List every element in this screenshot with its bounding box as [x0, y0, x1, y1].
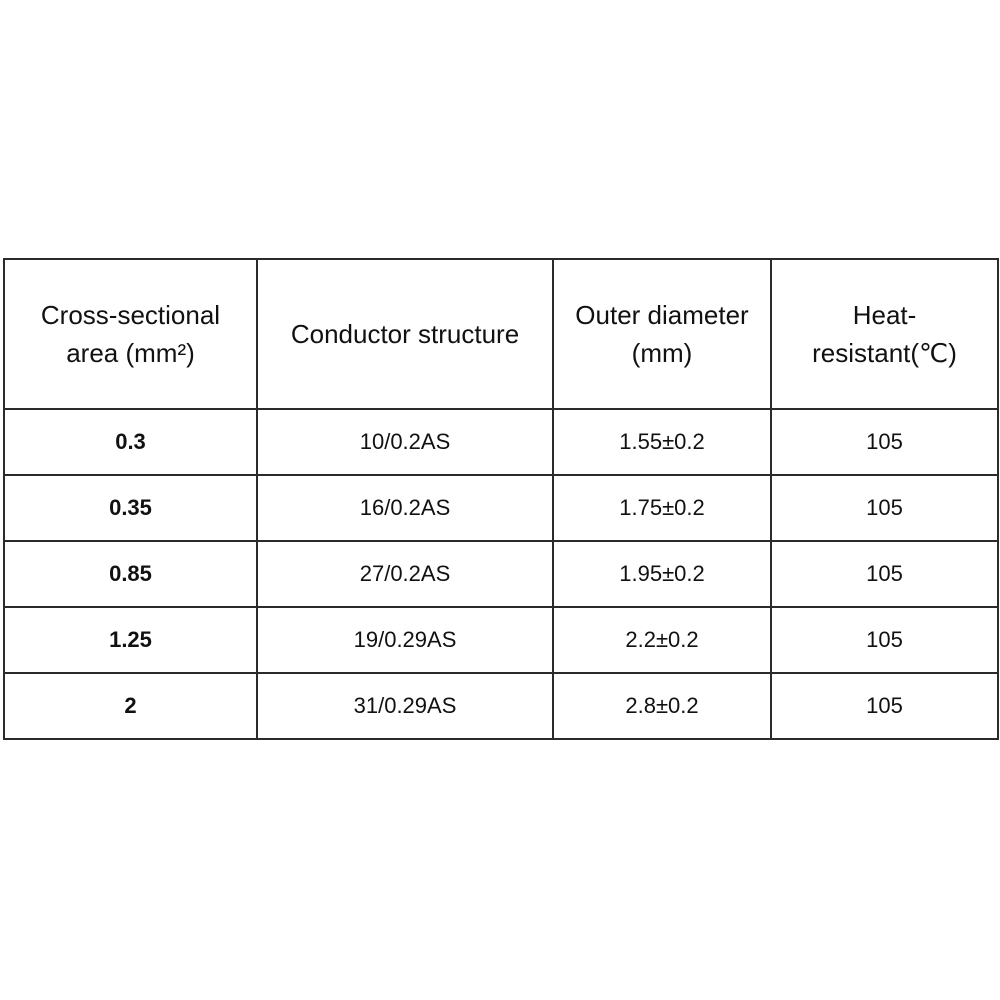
table-header-row — [4, 259, 998, 409]
table-row — [4, 409, 998, 475]
area-cell: 0.35 — [4, 475, 257, 541]
area-cell: 2 — [4, 673, 257, 739]
header-conductor-structure — [257, 259, 553, 409]
conductor-cell: 10/0.2AS — [257, 409, 553, 475]
area-cell: 0.85 — [4, 541, 257, 607]
diameter-cell: 2.8±0.2 — [553, 673, 771, 739]
header-outer-diameter-label: Outer diameter (mm) — [575, 300, 749, 368]
diameter-cell: 1.55±0.2 — [553, 409, 771, 475]
header-cross-sectional-area — [4, 259, 257, 409]
header-heat-resistant — [771, 259, 998, 409]
table-row — [4, 541, 998, 607]
header-cross-sectional-area-label: Cross-sectional area (mm²) — [40, 300, 221, 368]
table-row — [4, 475, 998, 541]
header-outer-diameter — [553, 259, 771, 409]
diameter-cell: 1.75±0.2 — [553, 475, 771, 541]
wire-spec-table — [3, 258, 999, 740]
conductor-cell: 19/0.29AS — [257, 607, 553, 673]
header-conductor-structure-label: Conductor structure — [290, 319, 520, 349]
header-heat-resistant-label: Heat- resistant(℃) — [812, 300, 957, 368]
area-cell: 0.3 — [4, 409, 257, 475]
heat-cell: 105 — [771, 673, 998, 739]
heat-cell: 105 — [771, 409, 998, 475]
conductor-cell: 16/0.2AS — [257, 475, 553, 541]
table-row — [4, 673, 998, 739]
diameter-cell: 1.95±0.2 — [553, 541, 771, 607]
diameter-cell: 2.2±0.2 — [553, 607, 771, 673]
heat-cell: 105 — [771, 475, 998, 541]
table-row — [4, 607, 998, 673]
conductor-cell: 27/0.2AS — [257, 541, 553, 607]
heat-cell: 105 — [771, 541, 998, 607]
area-cell: 1.25 — [4, 607, 257, 673]
heat-cell: 105 — [771, 607, 998, 673]
conductor-cell: 31/0.29AS — [257, 673, 553, 739]
